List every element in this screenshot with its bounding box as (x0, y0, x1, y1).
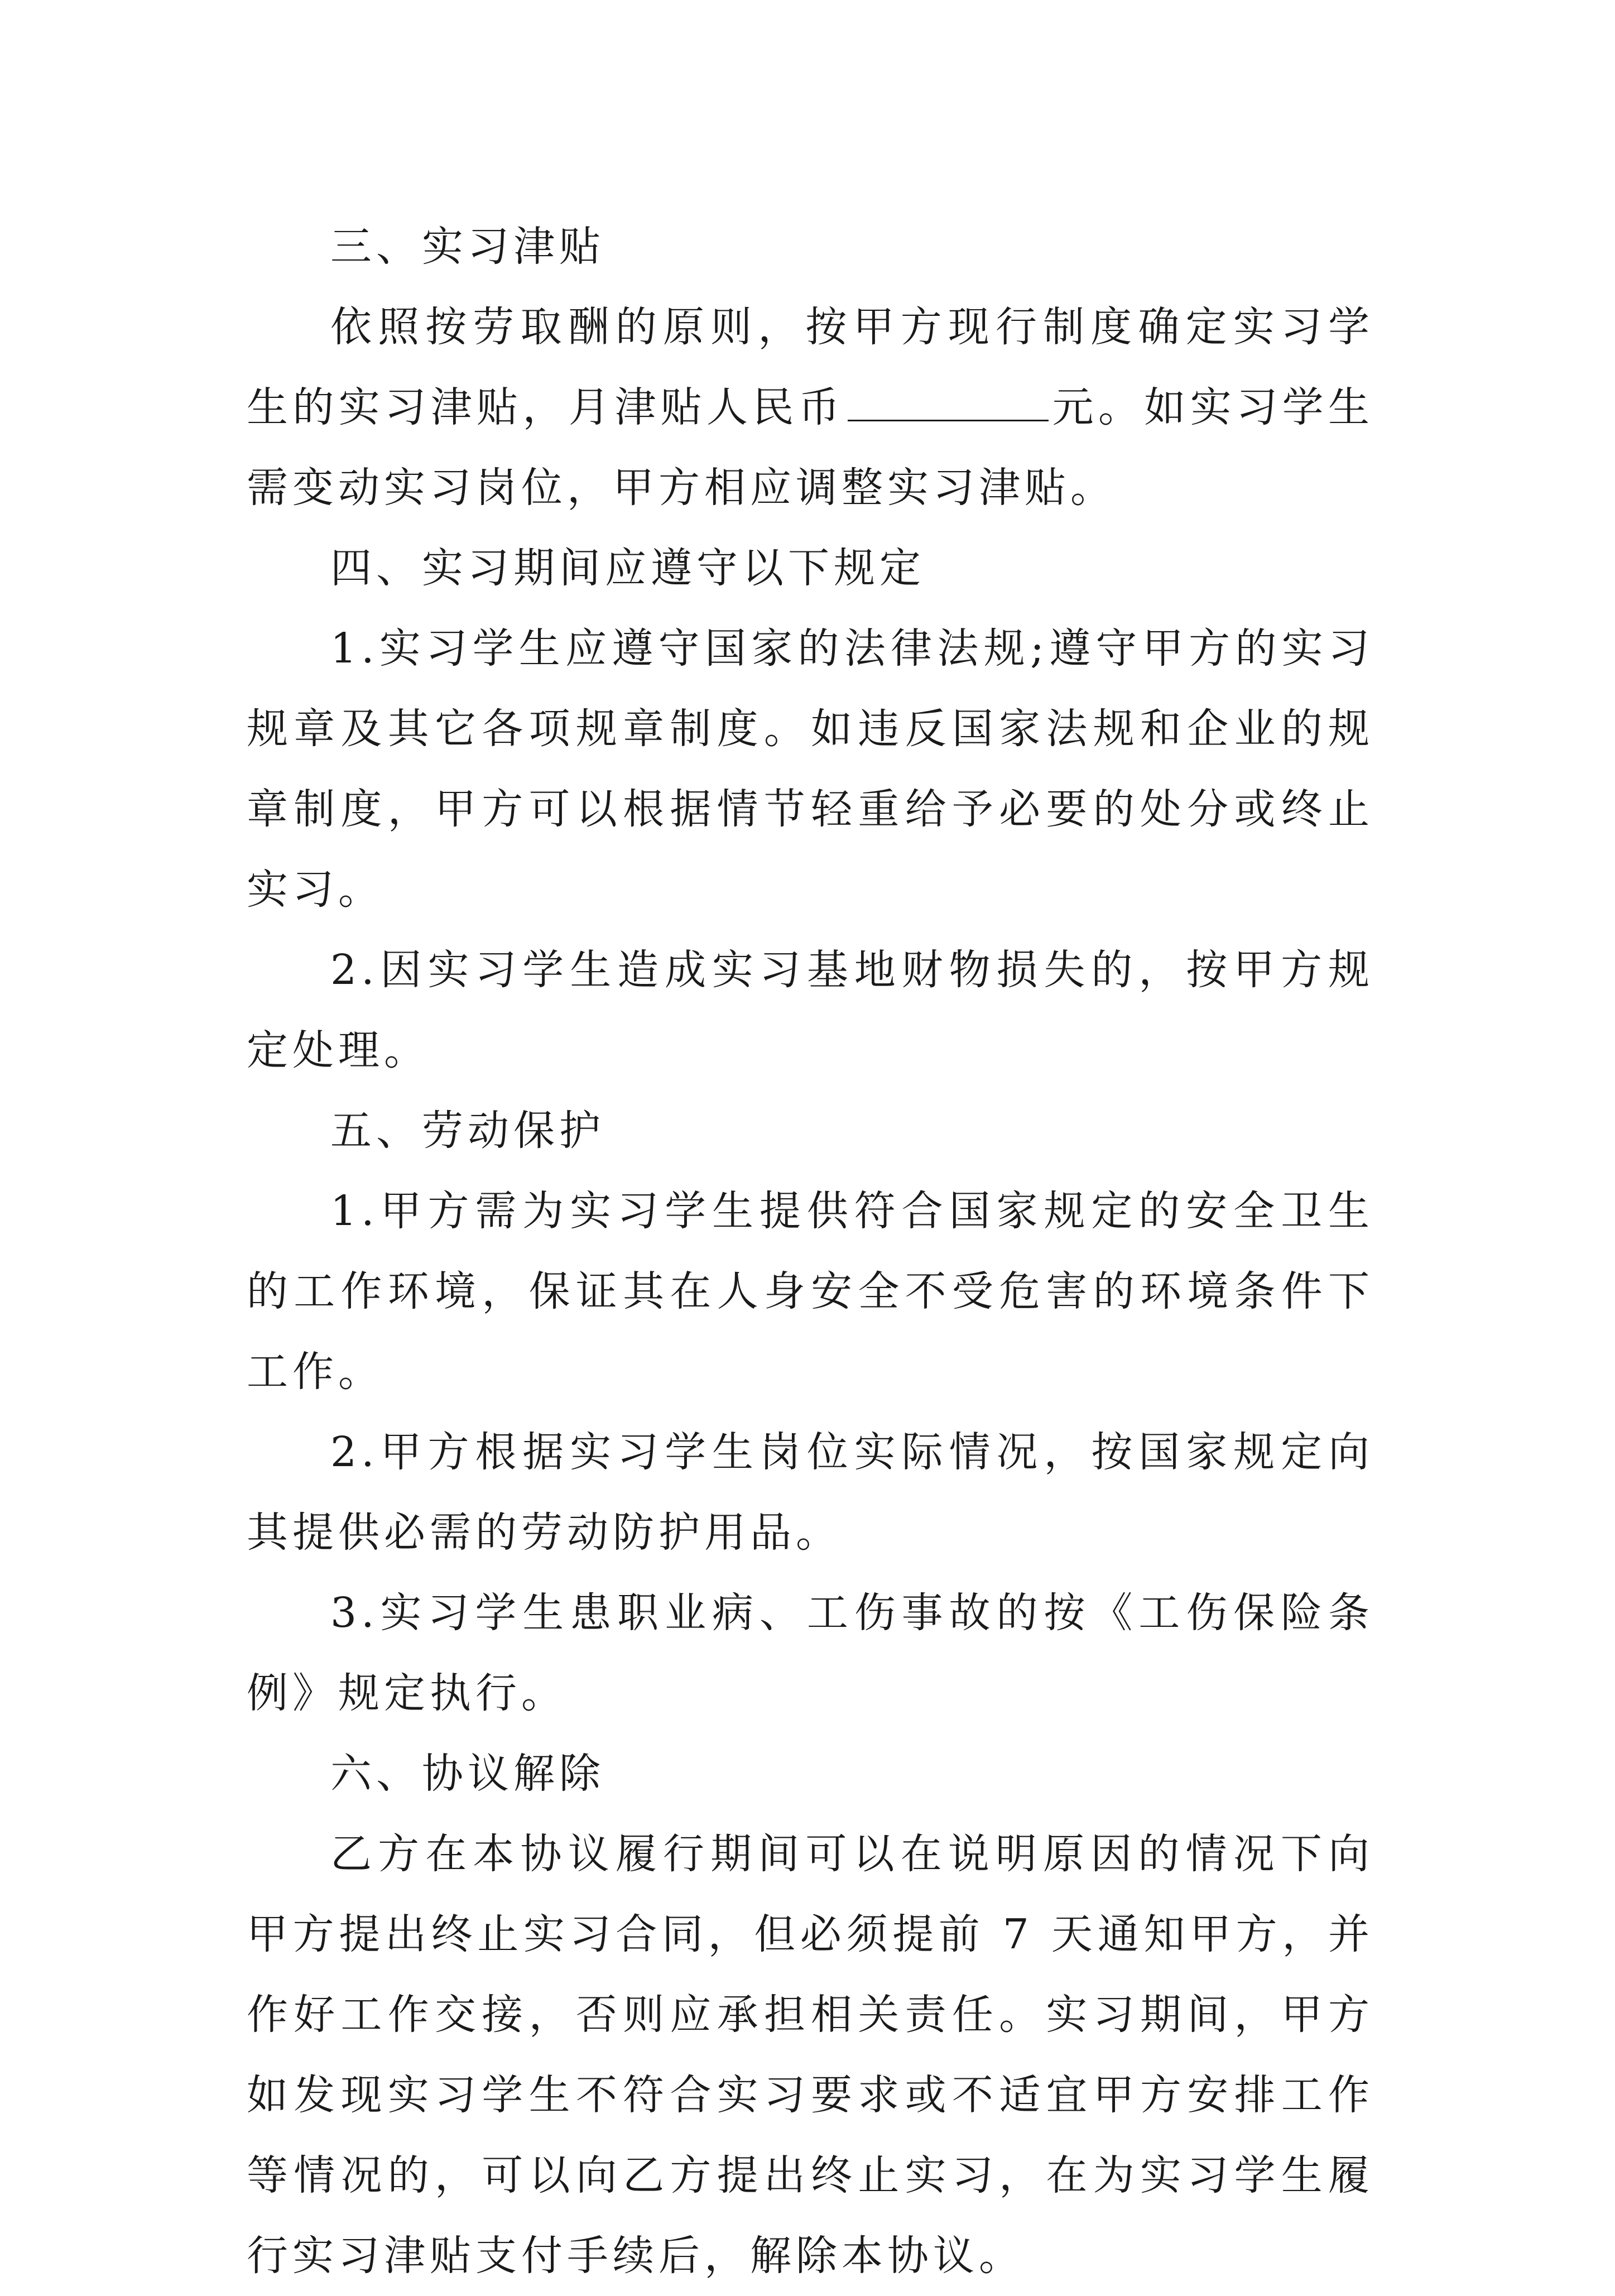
paragraph-termination: 乙方在本协议履行期间可以在说明原因的情况下向甲方提出终止实习合同，但必须提前 7 天通知甲方，并作好工作交接，否则应承担相关责任。实习期间，甲方如发现实习学生不符合实习要求或不适宜甲方安排工作等情况的，可以向乙方提出终止实习，在为实习学生履行实习津贴支付手续后，解除本协议。 (247, 1830, 1374, 2280)
section-heading-internship-allowance: 三、实习津贴 (330, 223, 605, 271)
paragraph-protection-1: 1.甲方需为实习学生提供符合国家规定的安全卫生的工作环境，保证其在人身安全不受危害的环境条件下工作。 (247, 1187, 1374, 1396)
allowance-amount-blank (848, 378, 1049, 421)
section-heading-rules: 四、实习期间应遵守以下规定 (330, 544, 925, 592)
section-heading-labor-protection: 五、劳动保护 (330, 1107, 605, 1155)
paragraph-protection-2: 2.甲方根据实习学生岗位实际情况，按国家规定向其提供必需的劳动防护用品。 (247, 1428, 1374, 1557)
section-heading-termination: 六、协议解除 (330, 1750, 605, 1798)
paragraph-rules-2: 2.因实习学生造成实习基地财物损失的，按甲方规定处理。 (247, 946, 1374, 1074)
paragraph-protection-3: 3.实习学生患职业病、工伤事故的按《工伤保险条例》规定执行。 (247, 1589, 1374, 1717)
document-body (247, 206, 1374, 2296)
paragraph-allowance (247, 287, 1374, 528)
allowance-text-before: 依照按劳取酬的原则，按甲方现行制度确定实习学生的实习津贴，月津贴人民币 (247, 303, 1374, 431)
paragraph-rules-1: 1.实习学生应遵守国家的法律法规;遵守甲方的实习规章及其它各项规章制度。如违反国家法规和企业的规章制度，甲方可以根据情节轻重给予必要的处分或终止实习。 (247, 625, 1374, 914)
allowance-text-after: 元。如实习学生需变动实习岗位，甲方相应调整实习津贴。 (247, 383, 1374, 512)
